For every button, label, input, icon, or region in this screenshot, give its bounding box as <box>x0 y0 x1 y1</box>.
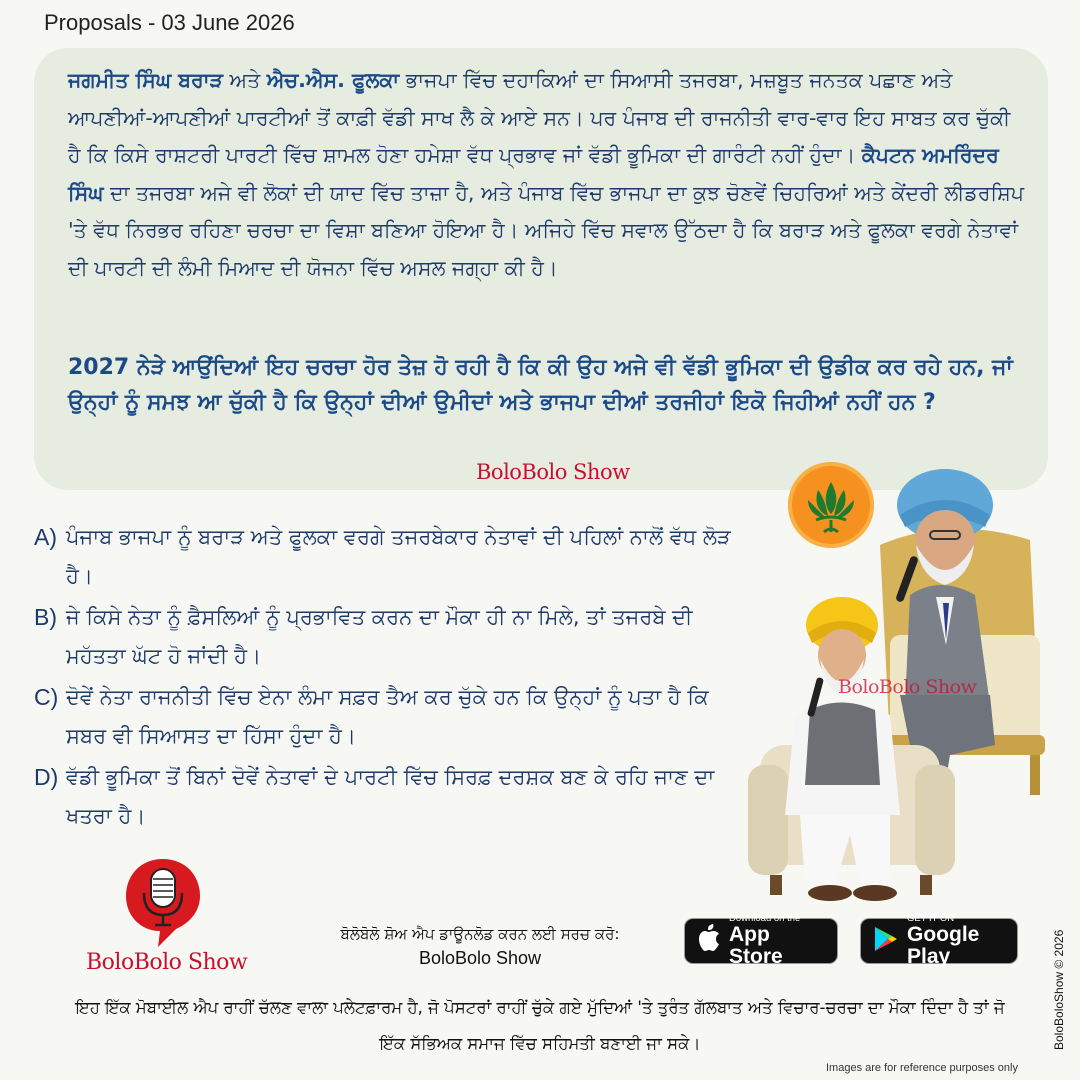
option-text: ਪੰਜਾਬ ਭਾਜਪਾ ਨੂੰ ਬਰਾੜ ਅਤੇ ਫੂਲਕਾ ਵਰਗੇ ਤਜਰਬੇਕਾਰ ਨੇਤਾਵਾਂ ਦੀ ਪਹਿਲਾਂ ਨਾਲੋਂ ਵੱਧ ਲੋੜ ਹੈ। <box>66 525 731 588</box>
google-play-button[interactable] <box>860 913 1018 968</box>
watermark-card: BoloBolo Show <box>476 460 630 484</box>
promo-text: ਬੋਲੋਬੋਲੋ ਸ਼ੋਅ ਐਪ ਡਾਊਨਲੋਡ ਕਰਨ ਲਈ ਸਰਚ ਕਰੋ: <box>340 925 620 943</box>
question-text: 2027 ਨੇੜੇ ਆਉਂਦਿਆਂ ਇਹ ਚਰਚਾ ਹੋਰ ਤੇਜ਼ ਹੋ ਰਹੀ ਹੈ ਕਿ ਕੀ ਉਹ ਅਜੇ ਵੀ ਵੱਡੀ ਭੂਮਿਕਾ ਦੀ ਉਡੀਕ ਕਰ ਰਹੇ ਹਨ, ਜਾਂ ਉਨ੍ਹਾਂ ਨੂੰ ਸਮਝ ਆ ਚੁੱਕੀ ਹੈ ਕਿ ਉਨ੍ਹਾਂ ਦੀਆਂ ਉਮੀਦਾਂ ਅਤੇ ਭਾਜਪਾ ਦੀਆਂ ਤਰਜੀਹਾਂ ਇਕੋ ਜਿਹੀਆਂ ਨਹੀਂ ਹਨ ? <box>68 355 1013 415</box>
option-letter: B) <box>34 604 57 630</box>
app-store-large: App Store <box>729 923 783 968</box>
option-text: ਦੋਵੇਂ ਨੇਤਾ ਰਾਜਨੀਤੀ ਵਿੱਚ ਏਨਾ ਲੰਮਾ ਸਫ਼ਰ ਤੈਅ ਕਰ ਚੁੱਕੇ ਹਨ ਕਿ ਉਨ੍ਹਾਂ ਨੂੰ ਪਤਾ ਹੈ ਕਿ ਸਬਰ ਵੀ ਸਿਆਸਤ ਦਾ ਹਿੱਸਾ ਹੁੰਦਾ ਹੈ। <box>66 685 709 748</box>
name-brar: ਜਗਮੀਤ ਸਿੰਘ ਬਰਾੜ <box>68 68 223 92</box>
logo-text: BoloBolo Show <box>86 950 248 975</box>
intro-paragraph <box>68 62 1028 287</box>
google-play-small: GET IT ON <box>907 913 955 924</box>
option-b[interactable] <box>34 598 734 676</box>
app-store-small: Download on the <box>729 913 801 924</box>
header-title: Proposals - 03 June 2026 <box>44 10 295 35</box>
app-promo <box>300 922 660 970</box>
option-a[interactable] <box>34 518 734 596</box>
intro-text-2: ਦਾ ਤਜਰਬਾ ਅਜੇ ਵੀ ਲੋਕਾਂ ਦੀ ਯਾਦ ਵਿੱਚ ਤਾਜ਼ਾ ਹੈ, ਅਤੇ ਪੰਜਾਬ ਵਿੱਚ ਭਾਜਪਾ ਦਾ ਕੁਝ ਚੋਣਵੇਂ ਚਿਹਰਿਆਂ ਅਤੇ ਕੇਂਦਰੀ ਲੀਡਰਸ਼ਿਪ 'ਤੇ ਵੱਧ ਨਿਰਭਰ ਰਹਿਣਾ ਚਰਚਾ ਦਾ ਵਿਸ਼ਾ ਬਣਿਆ ਹੋਇਆ ਹੈ। ਅਜਿਹੇ ਵਿੱਚ ਸਵਾਲ ਉੱਠਦਾ ਹੈ ਕਿ ਬਰਾੜ ਅਤੇ ਫੂਲਕਾ ਵਰਗੇ ਨੇਤਾਵਾਂ ਦੀ ਪਾਰਟੀ ਦੀ ਲੰਮੀ ਮਿਆਦ ਦੀ ਯੋਜਨਾ ਵਿੱਚ ਅਸਲ ਜਗ੍ਹਾ ਕੀ ਹੈ। <box>68 180 1024 280</box>
option-text: ਜੇ ਕਿਸੇ ਨੇਤਾ ਨੂੰ ਫ਼ੈਸਲਿਆਂ ਨੂੰ ਪ੍ਰਭਾਵਿਤ ਕਰਨ ਦਾ ਮੌਕਾ ਹੀ ਨਾ ਮਿਲੇ, ਤਾਂ ਤਜਰਬੇ ਦੀ ਮਹੱਤਤਾ ਘੱਟ ਹੋ ਜਾਂਦੀ ਹੈ। <box>66 605 693 668</box>
option-letter: C) <box>34 684 59 710</box>
option-c[interactable] <box>34 678 734 756</box>
promo-app-name: BoloBolo Show <box>418 948 542 968</box>
google-play-large: Google Play <box>907 923 980 968</box>
app-store-button[interactable] <box>684 913 838 968</box>
reference-note: Images are for reference purposes only <box>826 1062 1018 1074</box>
bolobolo-mic-logo <box>120 855 206 951</box>
intro-text-1: ਭਾਜਪਾ ਵਿੱਚ ਦਹਾਕਿਆਂ ਦਾ ਸਿਆਸੀ ਤਜਰਬਾ, ਮਜ਼ਬੂਤ ਜਨਤਕ ਪਛਾਣ ਅਤੇ ਆਪਣੀਆਂ-ਆਪਣੀਆਂ ਪਾਰਟੀਆਂ ਤੋਂ ਕਾਫ਼ੀ ਵੱਡੀ ਸਾਖ ਲੈ ਕੇ ਆਏ ਸਨ। ਪਰ ਪੰਜਾਬ ਦੀ ਰਾਜਨੀਤੀ ਵਾਰ-ਵਾਰ ਇਹ ਸਾਬਤ ਕਰ ਚੁੱਕੀ ਹੈ ਕਿ ਕਿਸੇ ਰਾਸ਼ਟਰੀ ਪਾਰਟੀ ਵਿੱਚ ਸ਼ਾਮਲ ਹੋਣਾ ਹਮੇਸ਼ਾ ਵੱਧ ਪ੍ਰਭਾਵ ਜਾਂ ਵੱਡੀ ਭੂਮਿਕਾ ਦੀ ਗਾਰੰਟੀ ਨਹੀਂ ਹੁੰਦਾ। <box>68 68 1011 167</box>
apple-icon <box>697 924 721 959</box>
options-list <box>34 518 734 838</box>
copyright-side: BoloBoloShow © 2026 <box>1052 929 1066 1050</box>
watermark-image: BoloBolo Show <box>838 676 977 698</box>
and-text: ਅਤੇ <box>222 68 267 92</box>
name-phoolka: ਐਚ.ਐਸ. ਫੂਲਕਾ <box>266 68 400 92</box>
option-letter: A) <box>34 524 57 550</box>
name-amarinder: ਕੈਪਟਨ ਅਮਰਿੰਦਰ ਸਿੰਘ <box>68 143 999 205</box>
footer-text: ਇਹ ਇੱਕ ਮੋਬਾਈਲ ਐਪ ਰਾਹੀਂ ਚੱਲਣ ਵਾਲਾ ਪਲੇਟਫ਼ਾਰਮ ਹੈ, ਜੋ ਪੋਸਟਰਾਂ ਰਾਹੀਂ ਚੁੱਕੇ ਗਏ ਮੁੱਦਿਆਂ 'ਤੇ ਤੁਰੰਤ ਗੱਲਬਾਤ ਅਤੇ ਵਿਚਾਰ-ਚਰਚਾ ਦਾ ਮੌਕਾ ਦਿੰਦਾ ਹੈ ਤਾਂ ਜੋ ਇੱਕ ਸੱਭਿਅਕ ਸਮਾਜ ਵਿੱਚ ਸਹਿਮਤੀ ਬਣਾਈ ਜਾ ਸਕੇ। <box>75 998 1005 1053</box>
option-d[interactable] <box>34 758 734 836</box>
option-letter: D) <box>34 764 59 790</box>
option-text: ਵੱਡੀ ਭੂਮਿਕਾ ਤੋਂ ਬਿਨਾਂ ਦੋਵੇਂ ਨੇਤਾਵਾਂ ਦੇ ਪਾਰਟੀ ਵਿੱਚ ਸਿਰਫ਼ ਦਰਸ਼ਕ ਬਣ ਕੇ ਰਹਿ ਜਾਣ ਦਾ ਖਤਰਾ ਹੈ। <box>66 765 715 828</box>
google-play-icon <box>873 925 899 958</box>
